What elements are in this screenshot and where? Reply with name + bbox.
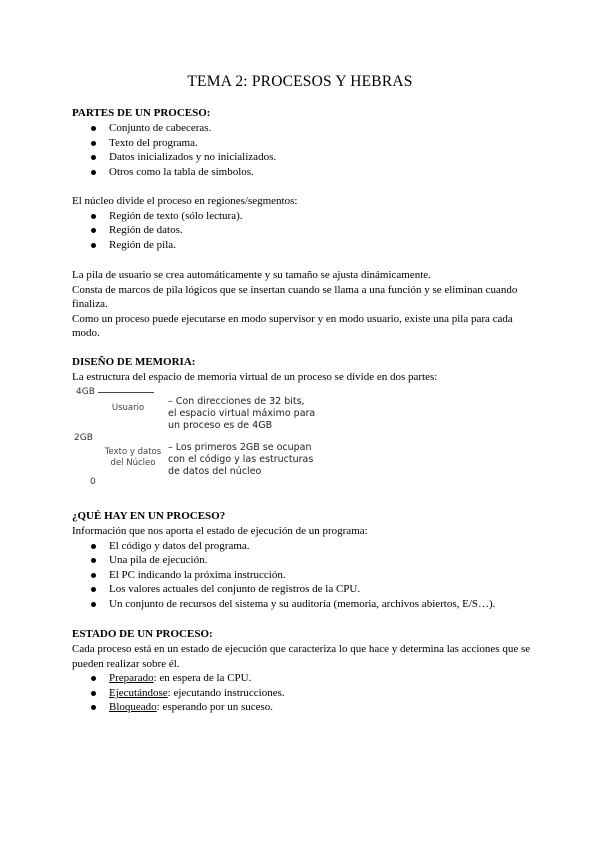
- section-heading-que-hay: ¿QUÉ HAY EN UN PROCESO?: [72, 510, 226, 522]
- state-desc: : en espera de la CPU.: [153, 672, 252, 685]
- memory-diagram: [72, 387, 332, 487]
- label-0: 0: [90, 477, 96, 487]
- section-diseno: [72, 355, 532, 385]
- label-2gb: 2GB: [74, 433, 93, 443]
- section-que-hay: [72, 509, 532, 612]
- note-kernel-line1: – Los primeros 2GB se ocupan: [168, 442, 312, 453]
- note-user-line2: el espacio virtual máximo para: [168, 408, 316, 419]
- list-item: Otros como la tabla de símbolos.: [72, 165, 532, 180]
- section-pila: [72, 268, 532, 341]
- state-term: Bloqueado: [109, 701, 157, 714]
- bullet-list-que-hay: [72, 539, 532, 612]
- list-item: Los valores actuales del conjunto de registros de la CPU.: [72, 582, 532, 597]
- list-item: Un conjunto de recursos del sistema y su auditoría (memoria, archivos abiertos, E/S…).: [72, 597, 532, 612]
- list-item: Región de datos.: [72, 223, 532, 238]
- list-item: Región de texto (sólo lectura).: [72, 209, 532, 224]
- paragraph: Cada proceso está en un estado de ejecución que caracteriza lo que hace y determina las acciones que se pueden realizar sobre él.: [72, 643, 531, 670]
- note-user-line1: – Con direcciones de 32 bits,: [168, 396, 305, 407]
- paragraph: El núcleo divide el proceso en regiones/segmentos:: [72, 195, 298, 207]
- state-desc: : esperando por un suceso.: [156, 701, 274, 714]
- paragraph: Información que nos aporta el estado de ejecución de un programa:: [72, 525, 368, 537]
- paragraph: La estructura del espacio de memoria virtual de un proceso se divide en dos partes:: [72, 371, 438, 383]
- section-partes: [72, 106, 532, 179]
- list-item: Una pila de ejecución.: [72, 553, 532, 568]
- note-kernel-line3: de datos del núcleo: [168, 466, 262, 477]
- section-estado: [72, 627, 532, 715]
- bullet-list-partes: [72, 121, 532, 179]
- state-term: Preparado: [109, 672, 154, 685]
- region-user: Usuario: [111, 403, 145, 413]
- divider-line: [98, 392, 154, 393]
- paragraph: Como un proceso puede ejecutarse en modo supervisor y en modo usuario, existe una pila para cada modo.: [72, 312, 513, 340]
- section-regiones: [72, 194, 532, 252]
- list-item: Texto del programa.: [72, 136, 532, 151]
- bullet-list-estado: [72, 671, 532, 715]
- state-desc: : ejecutando instrucciones.: [167, 686, 285, 699]
- region-kernel-line1: Texto y datos: [104, 447, 162, 457]
- bullet-list-regiones: [72, 209, 532, 253]
- page-title: TEMA 2: PROCESOS Y HEBRAS: [187, 73, 413, 90]
- list-item: [72, 686, 532, 701]
- section-heading-diseno: DISEÑO DE MEMORIA:: [72, 356, 196, 368]
- section-heading-estado: ESTADO DE UN PROCESO:: [72, 628, 213, 640]
- region-kernel-line2: del Núcleo: [110, 458, 156, 468]
- paragraph: La pila de usuario se crea automáticamente y su tamaño se ajusta dinámicamente.: [72, 269, 431, 281]
- list-item: Conjunto de cabeceras.: [72, 121, 532, 136]
- list-item: El código y datos del programa.: [72, 539, 532, 554]
- list-item: El PC indicando la próxima instrucción.: [72, 568, 532, 583]
- paragraph: Consta de marcos de pila lógicos que se insertan cuando se llama a una función y se eliminan cuando finaliza.: [72, 283, 518, 311]
- list-item: Región de pila.: [72, 238, 532, 253]
- note-kernel-line2: con el código y las estructuras: [168, 454, 314, 465]
- list-item: [72, 671, 532, 686]
- list-item: [72, 700, 532, 715]
- state-term: Ejecutándose: [109, 686, 168, 699]
- note-user-line3: un proceso es de 4GB: [168, 420, 273, 431]
- label-4gb: 4GB: [76, 387, 95, 397]
- list-item: Datos inicializados y no inicializados.: [72, 150, 532, 165]
- section-heading-partes: PARTES DE UN PROCESO:: [72, 107, 211, 119]
